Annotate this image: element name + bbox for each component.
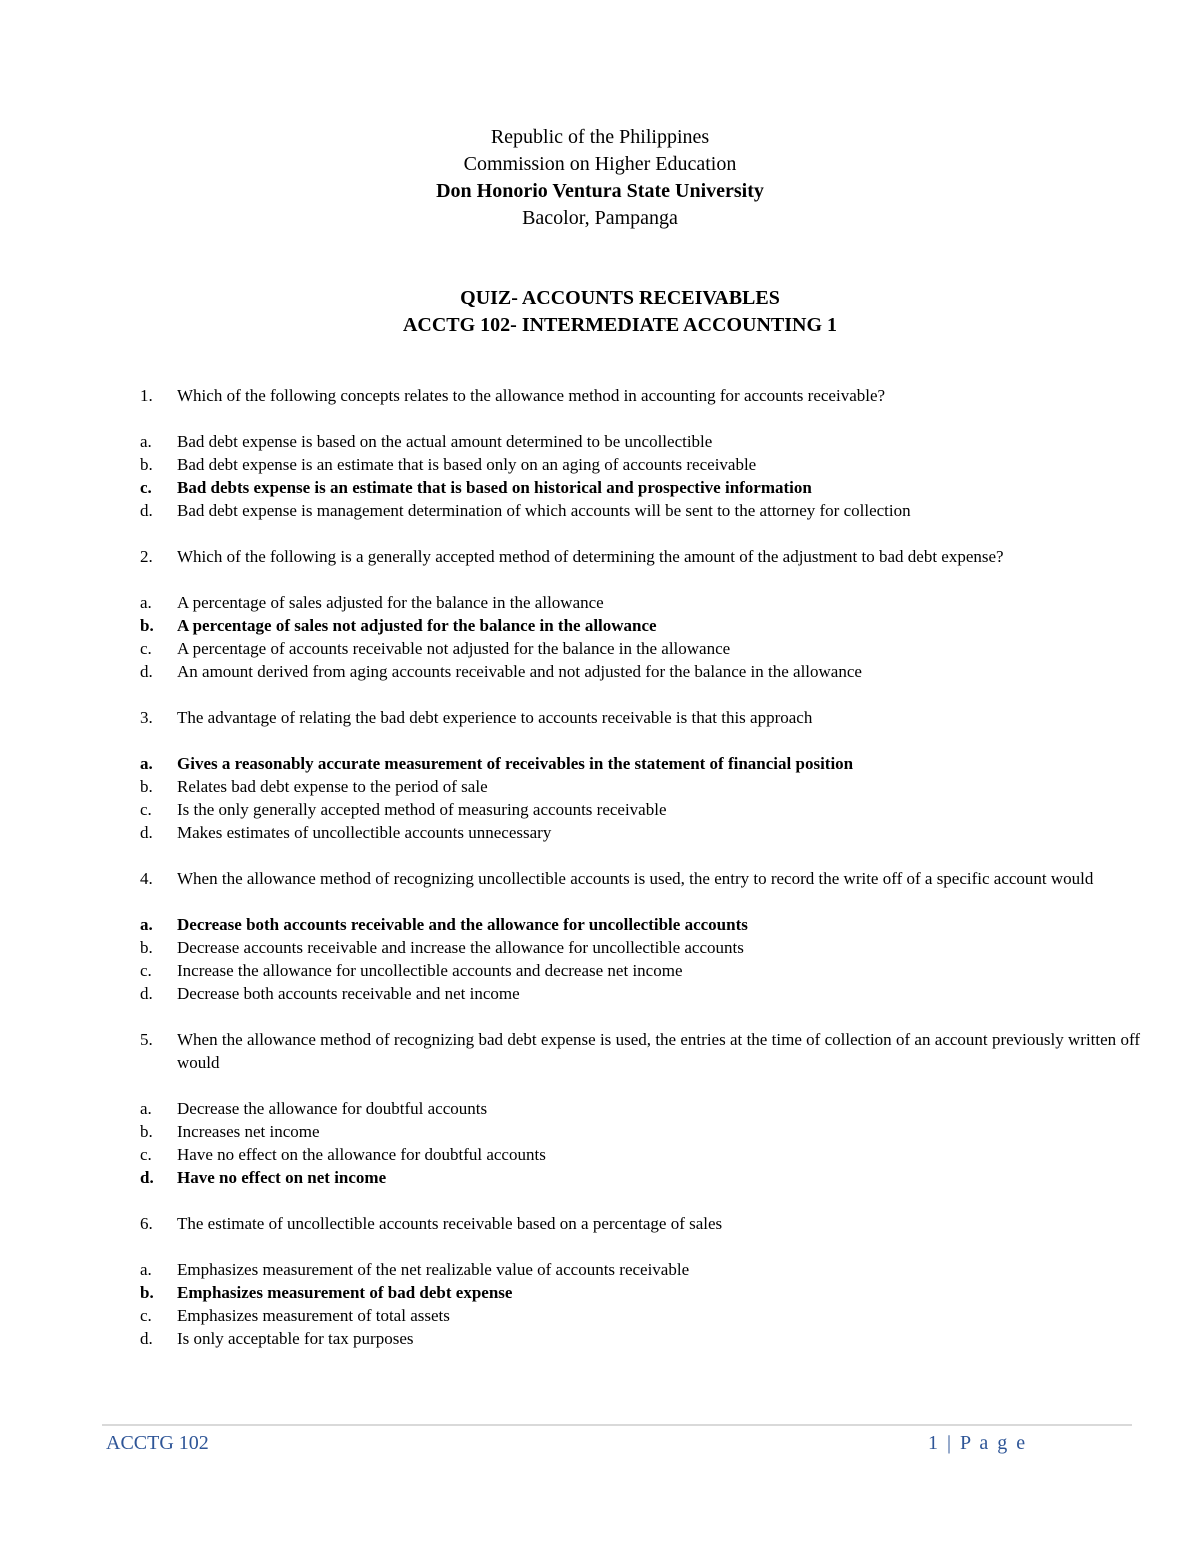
option-text: Bad debts expense is an estimate that is based on historical and prospective information (177, 478, 812, 497)
question-number: 3. (140, 708, 153, 727)
option-a (140, 591, 1140, 614)
option-letter: b. (140, 616, 154, 635)
option-a (140, 1258, 1140, 1281)
option-letter: b. (140, 1283, 154, 1302)
option-letter: c. (140, 1145, 152, 1164)
question-text: When the allowance method of recognizing bad debt expense is used, the entries at the time of collection of an account previously written off would (177, 1030, 1140, 1072)
option-text: A percentage of sales adjusted for the balance in the allowance (177, 593, 604, 612)
question-3 (140, 706, 1140, 844)
option-letter: a. (140, 1260, 152, 1279)
option-d-correct (140, 1166, 1140, 1189)
option-letter: b. (140, 455, 153, 474)
option-b-correct (140, 614, 1140, 637)
option-text: Is only acceptable for tax purposes (177, 1329, 414, 1348)
question-1 (140, 384, 1140, 522)
header-commission: Commission on Higher Education (463, 153, 737, 175)
option-d (140, 982, 1140, 1005)
option-letter: b. (140, 1122, 153, 1141)
option-text: Have no effect on the allowance for doubtful accounts (177, 1145, 546, 1164)
option-text: Increases net income (177, 1122, 320, 1141)
header-location: Bacolor, Pampanga (522, 207, 678, 229)
question-text: Which of the following concepts relates to the allowance method in accounting for accounts receivable? (177, 386, 886, 405)
option-b (140, 1120, 1140, 1143)
option-letter: c. (140, 639, 152, 658)
question-number: 2. (140, 547, 153, 566)
option-c (140, 798, 1140, 821)
option-letter: a. (140, 754, 153, 773)
header-republic: Republic of the Philippines (490, 126, 710, 148)
option-text: Decrease accounts receivable and increase the allowance for uncollectible accounts (177, 938, 744, 957)
option-text: Increase the allowance for uncollectible accounts and decrease net income (177, 961, 683, 980)
footer-page-number: 1 | P a g e (928, 1432, 1028, 1454)
option-d (140, 499, 1140, 522)
option-a (140, 430, 1140, 453)
option-c (140, 1143, 1140, 1166)
question-text: When the allowance method of recognizing uncollectible accounts is used, the entry to record the write off of a specific account would (177, 869, 1094, 888)
option-d (140, 821, 1140, 844)
option-c (140, 637, 1140, 660)
document-header (0, 124, 1200, 232)
option-letter: c. (140, 1306, 152, 1325)
question-6 (140, 1212, 1140, 1350)
question-text: Which of the following is a generally accepted method of determining the amount of the adjustment to bad debt expense? (177, 547, 1004, 566)
footer-divider (102, 1424, 1132, 1426)
option-letter: d. (140, 823, 153, 842)
option-text: Emphasizes measurement of total assets (177, 1306, 450, 1325)
option-letter: d. (140, 984, 153, 1003)
option-d (140, 1327, 1140, 1350)
option-text: Bad debt expense is management determination of which accounts will be sent to the attorney for collection (177, 501, 911, 520)
option-c (140, 1304, 1140, 1327)
option-letter: a. (140, 915, 153, 934)
option-text: Gives a reasonably accurate measurement of receivables in the statement of financial position (177, 754, 854, 773)
option-letter: d. (140, 1329, 153, 1348)
option-text: Relates bad debt expense to the period of sale (177, 777, 488, 796)
question-2 (140, 545, 1140, 683)
question-4 (140, 867, 1140, 1005)
option-text: Have no effect on net income (177, 1168, 387, 1187)
option-text: Decrease both accounts receivable and the allowance for uncollectible accounts (177, 915, 748, 934)
option-a-correct (140, 752, 1140, 775)
option-letter: a. (140, 432, 152, 451)
question-text: The advantage of relating the bad debt experience to accounts receivable is that this approach (177, 708, 813, 727)
option-letter: c. (140, 961, 152, 980)
option-text: Bad debt expense is an estimate that is based only on an aging of accounts receivable (177, 455, 757, 474)
option-text: Decrease the allowance for doubtful accounts (177, 1099, 488, 1118)
option-b (140, 775, 1140, 798)
option-letter: a. (140, 593, 152, 612)
question-number: 1. (140, 386, 153, 405)
quiz-title (0, 285, 1200, 339)
option-letter: c. (140, 478, 152, 497)
question-5 (140, 1028, 1140, 1189)
option-letter: b. (140, 938, 153, 957)
question-number: 5. (140, 1030, 153, 1049)
option-text: An amount derived from aging accounts receivable and not adjusted for the balance in the allowance (177, 662, 862, 681)
question-number: 4. (140, 869, 153, 888)
option-c (140, 959, 1140, 982)
option-letter: d. (140, 662, 153, 681)
option-a (140, 1097, 1140, 1120)
option-d (140, 660, 1140, 683)
option-b (140, 453, 1140, 476)
question-list (140, 384, 1140, 1373)
option-b (140, 936, 1140, 959)
option-letter: c. (140, 800, 152, 819)
option-text: Is the only generally accepted method of measuring accounts receivable (177, 800, 667, 819)
question-text: The estimate of uncollectible accounts receivable based on a percentage of sales (177, 1214, 723, 1233)
option-letter: b. (140, 777, 153, 796)
option-a-correct (140, 913, 1140, 936)
option-text: Emphasizes measurement of bad debt expense (177, 1283, 513, 1302)
option-letter: d. (140, 1168, 154, 1187)
option-text: Makes estimates of uncollectible accounts unnecessary (177, 823, 552, 842)
option-text: A percentage of sales not adjusted for the balance in the allowance (177, 616, 657, 635)
option-letter: d. (140, 501, 153, 520)
quiz-title-line: QUIZ- ACCOUNTS RECEIVABLES (460, 287, 780, 309)
course-title-line: ACCTG 102- INTERMEDIATE ACCOUNTING 1 (402, 314, 838, 336)
question-number: 6. (140, 1214, 153, 1233)
option-b-correct (140, 1281, 1140, 1304)
option-c-correct (140, 476, 1140, 499)
option-text: A percentage of accounts receivable not adjusted for the balance in the allowance (177, 639, 731, 658)
option-text: Decrease both accounts receivable and net income (177, 984, 520, 1003)
option-letter: a. (140, 1099, 152, 1118)
option-text: Emphasizes measurement of the net realizable value of accounts receivable (177, 1260, 690, 1279)
option-text: Bad debt expense is based on the actual amount determined to be uncollectible (177, 432, 713, 451)
footer-course-code: ACCTG 102 (106, 1432, 209, 1454)
header-university: Don Honorio Ventura State University (436, 180, 764, 202)
